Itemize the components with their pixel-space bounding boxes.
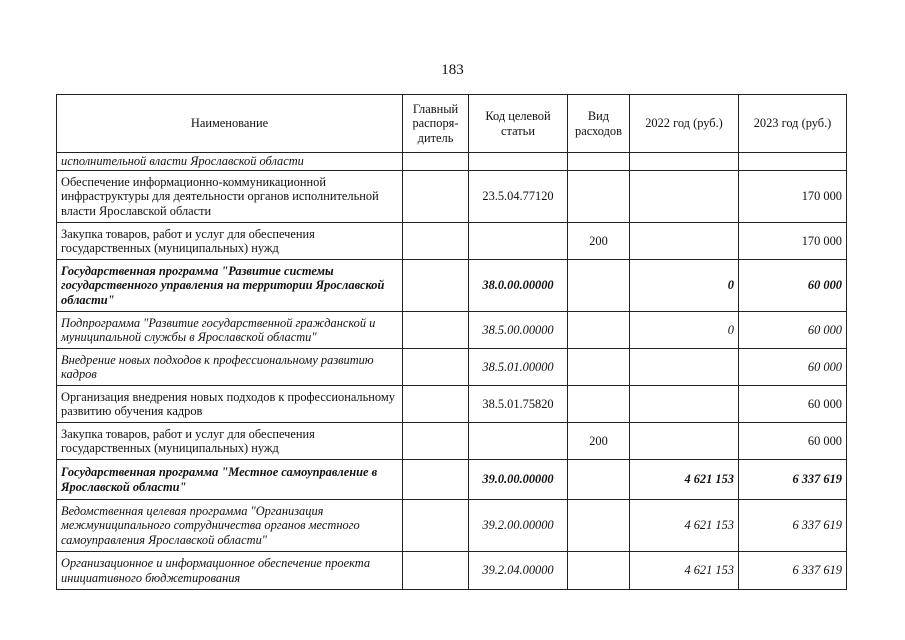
- cell-manager: [403, 171, 469, 223]
- table-row: [57, 423, 847, 460]
- cell-type: [568, 349, 630, 386]
- cell-y2023: 60 000: [739, 312, 847, 349]
- cell-code: [469, 153, 568, 171]
- table-row: [57, 386, 847, 423]
- cell-y2023: 6 337 619: [739, 460, 847, 500]
- cell-name: Внедрение новых подходов к профессиональному развитию кадров: [57, 349, 403, 386]
- cell-type: [568, 500, 630, 552]
- cell-name: Организационное и информационное обеспечение проекта инициативного бюджетирования: [57, 552, 403, 590]
- cell-code: [469, 423, 568, 460]
- cell-y2023: 6 337 619: [739, 552, 847, 590]
- cell-name: Ведомственная целевая программа "Организация межмуниципального сотрудничества органов местного самоуправления Ярославской области": [57, 500, 403, 552]
- cell-manager: [403, 552, 469, 590]
- cell-y2022: 0: [630, 260, 739, 312]
- cell-type: [568, 386, 630, 423]
- table-row: [57, 153, 847, 171]
- cell-type: 200: [568, 223, 630, 260]
- header-name: Наименование: [57, 95, 403, 153]
- cell-name: Государственная программа "Местное самоуправление в Ярославской области": [57, 460, 403, 500]
- cell-y2023: 170 000: [739, 223, 847, 260]
- cell-y2022: 4 621 153: [630, 500, 739, 552]
- cell-y2022: [630, 386, 739, 423]
- cell-code: 23.5.04.77120: [469, 171, 568, 223]
- cell-y2023: 60 000: [739, 349, 847, 386]
- table-row: [57, 500, 847, 552]
- cell-y2022: [630, 423, 739, 460]
- cell-name: Закупка товаров, работ и услуг для обеспечения государственных (муниципальных) нужд: [57, 423, 403, 460]
- cell-y2023: [739, 153, 847, 171]
- table-body: [57, 153, 847, 590]
- header-2022: 2022 год (руб.): [630, 95, 739, 153]
- header-manager: Главный распоря-дитель: [403, 95, 469, 153]
- cell-type: [568, 460, 630, 500]
- cell-manager: [403, 500, 469, 552]
- cell-code: 38.5.01.00000: [469, 349, 568, 386]
- cell-code: 38.5.01.75820: [469, 386, 568, 423]
- cell-y2023: 60 000: [739, 423, 847, 460]
- cell-y2022: 4 621 153: [630, 460, 739, 500]
- cell-y2022: 0: [630, 312, 739, 349]
- header-2023: 2023 год (руб.): [739, 95, 847, 153]
- table-row: [57, 223, 847, 260]
- cell-code: 38.0.00.00000: [469, 260, 568, 312]
- cell-y2022: [630, 223, 739, 260]
- cell-y2022: [630, 153, 739, 171]
- cell-y2023: 6 337 619: [739, 500, 847, 552]
- page-number: 183: [441, 62, 464, 78]
- table-row: [57, 460, 847, 500]
- cell-name: Подпрограмма "Развитие государственной гражданской и муниципальной службы в Ярославской области": [57, 312, 403, 349]
- cell-code: [469, 223, 568, 260]
- cell-code: 39.2.00.00000: [469, 500, 568, 552]
- cell-y2023: 60 000: [739, 260, 847, 312]
- cell-code: 39.2.04.00000: [469, 552, 568, 590]
- cell-type: [568, 171, 630, 223]
- cell-code: 38.5.00.00000: [469, 312, 568, 349]
- cell-y2023: 60 000: [739, 386, 847, 423]
- cell-type: 200: [568, 423, 630, 460]
- table-row: [57, 349, 847, 386]
- cell-manager: [403, 153, 469, 171]
- cell-manager: [403, 460, 469, 500]
- table-header-row: [57, 95, 847, 153]
- cell-name: исполнительной власти Ярославской области: [57, 153, 403, 171]
- cell-manager: [403, 349, 469, 386]
- budget-table: [56, 94, 847, 590]
- cell-y2023: 170 000: [739, 171, 847, 223]
- cell-manager: [403, 386, 469, 423]
- cell-manager: [403, 423, 469, 460]
- header-type: Вид расходов: [568, 95, 630, 153]
- cell-type: [568, 552, 630, 590]
- cell-manager: [403, 312, 469, 349]
- cell-type: [568, 153, 630, 171]
- cell-code: 39.0.00.00000: [469, 460, 568, 500]
- table-row: [57, 552, 847, 590]
- cell-y2022: 4 621 153: [630, 552, 739, 590]
- cell-type: [568, 260, 630, 312]
- cell-manager: [403, 260, 469, 312]
- cell-y2022: [630, 171, 739, 223]
- cell-manager: [403, 223, 469, 260]
- cell-name: Государственная программа "Развитие системы государственного управления на территории Ярославской области": [57, 260, 403, 312]
- cell-name: Организация внедрения новых подходов к профессиональному развитию обучения кадров: [57, 386, 403, 423]
- cell-y2022: [630, 349, 739, 386]
- table-row: [57, 312, 847, 349]
- header-code: Код целевой статьи: [469, 95, 568, 153]
- table-row: [57, 260, 847, 312]
- cell-name: Обеспечение информационно-коммуникационной инфраструктуры для деятельности органов исполнительной власти Ярославской области: [57, 171, 403, 223]
- table-row: [57, 171, 847, 223]
- cell-name: Закупка товаров, работ и услуг для обеспечения государственных (муниципальных) нужд: [57, 223, 403, 260]
- cell-type: [568, 312, 630, 349]
